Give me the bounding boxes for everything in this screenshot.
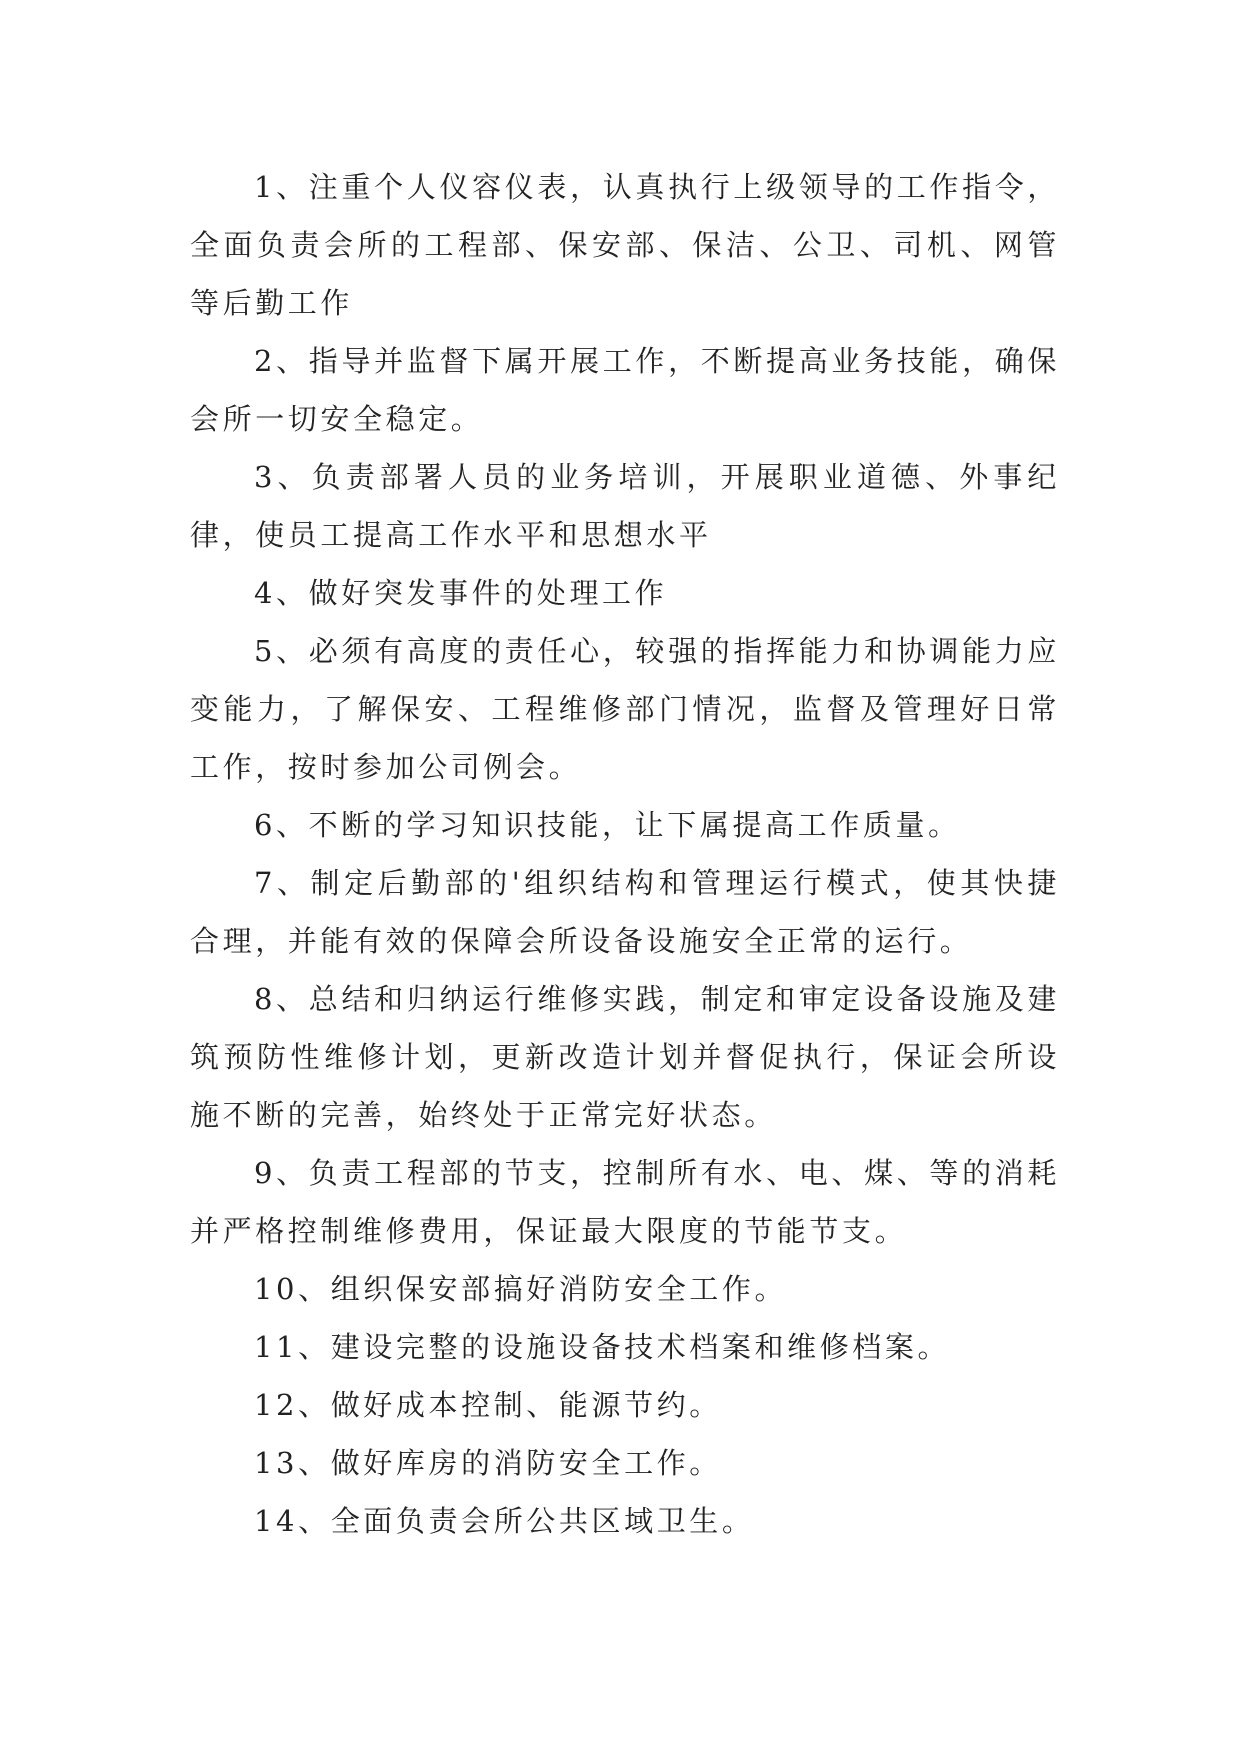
paragraph-11: 11、建设完整的设施设备技术档案和维修档案。: [254, 1330, 951, 1364]
paragraph-10: 10、组织保安部搞好消防安全工作。: [254, 1272, 788, 1306]
paragraph-1: 1、注重个人仪容仪表，认真执行上级领导的工作指令，全面负责会所的工程部、保安部、保洁、公卫、司机、网管等后勤工作: [190, 170, 1060, 320]
paragraph-14: 14、全面负责会所公共区域卫生。: [254, 1504, 755, 1538]
paragraph-9: 9、负责工程部的节支，控制所有水、电、煤、等的消耗并严格控制维修费用，保证最大限度的节能节支。: [190, 1156, 1060, 1248]
paragraph-5: 5、必须有高度的责任心，较强的指挥能力和协调能力应变能力，了解保安、工程维修部门情况，监督及管理好日常工作，按时参加公司例会。: [190, 634, 1060, 784]
paragraph-3: 3、负责部署人员的业务培训，开展职业道德、外事纪律，使员工提高工作水平和思想水平: [190, 460, 1060, 552]
paragraph-13: 13、做好库房的消防安全工作。: [254, 1446, 722, 1480]
paragraph-8: 8、总结和归纳运行维修实践，制定和审定设备设施及建筑预防性维修计划，更新改造计划并督促执行，保证会所设施不断的完善，始终处于正常完好状态。: [190, 982, 1060, 1132]
paragraph-7: 7、制定后勤部的'组织结构和管理运行模式，使其快捷合理，并能有效的保障会所设备设施安全正常的运行。: [190, 866, 1060, 958]
document-body: [190, 158, 1060, 1550]
paragraph-2: 2、指导并监督下属开展工作，不断提高业务技能，确保会所一切安全稳定。: [190, 344, 1060, 436]
paragraph-12: 12、做好成本控制、能源节约。: [254, 1388, 722, 1422]
paragraph-6: 6、不断的学习知识技能，让下属提高工作质量。: [254, 808, 961, 842]
paragraph-4: 4、做好突发事件的处理工作: [254, 576, 668, 610]
